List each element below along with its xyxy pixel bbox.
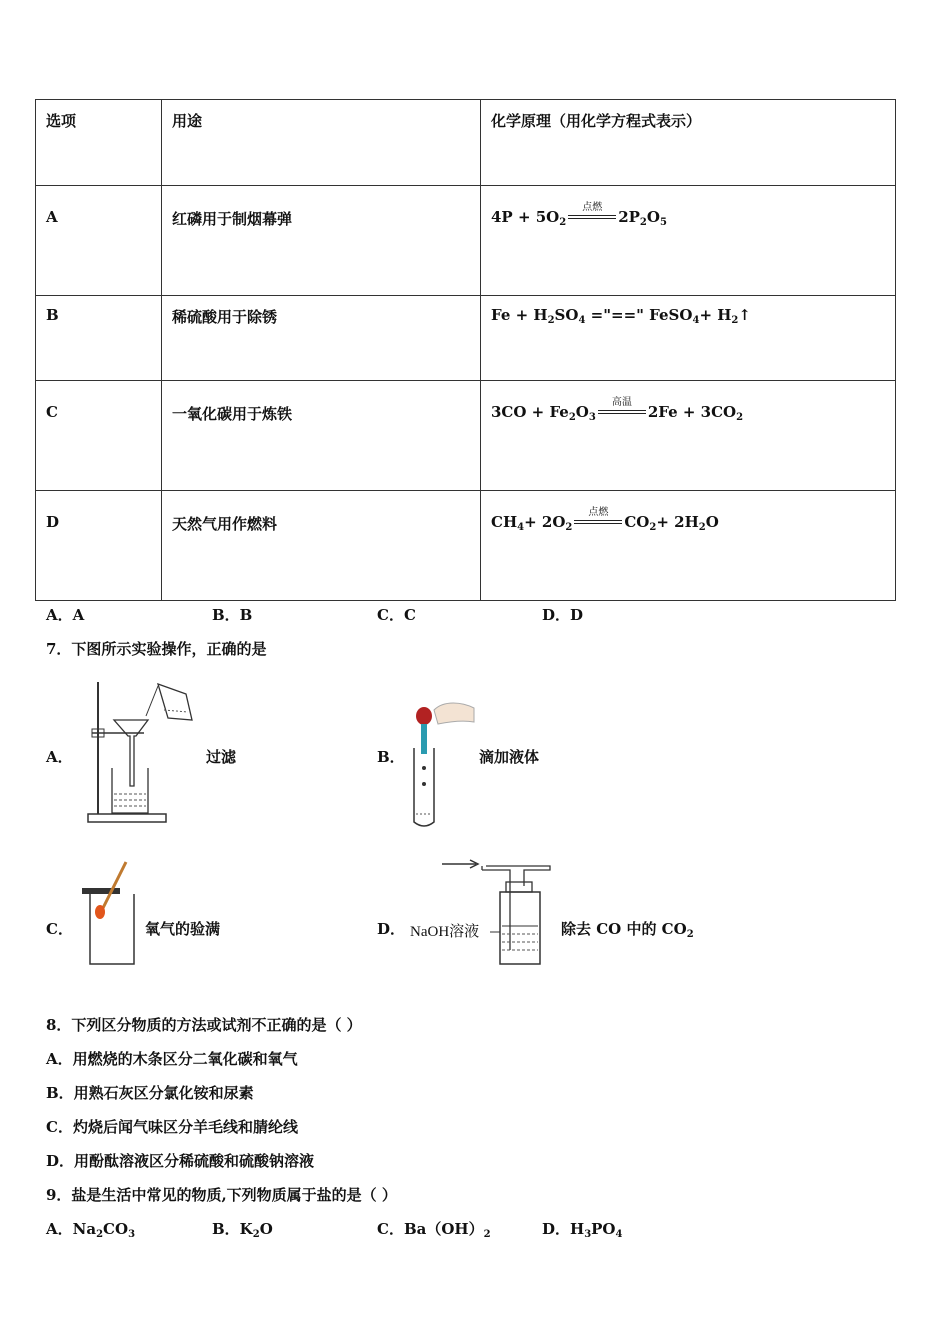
reaction-arrow: [574, 507, 622, 529]
q8-option-a[interactable]: A．用燃烧的木条区分二氧化碳和氧气: [46, 1050, 298, 1068]
opt-sub: 2: [252, 1229, 260, 1240]
q9-option-b[interactable]: [212, 1218, 273, 1240]
q7-option-a-letter[interactable]: A．: [46, 748, 73, 766]
eq-sub: 2: [698, 522, 706, 533]
q6-option-d[interactable]: D．D: [542, 606, 584, 624]
eq-text: ↑: [738, 306, 751, 324]
header-use: 用途: [162, 100, 481, 186]
reaction-condition: 点燃: [588, 507, 609, 518]
oxygen-bottle-check-icon: [78, 858, 140, 970]
header-principle: 化学原理（用化学方程式表示）: [481, 100, 896, 186]
opt-text: B．K: [212, 1220, 253, 1238]
dropper-test-tube-icon: [404, 696, 476, 832]
reaction-arrow: [598, 397, 646, 419]
q7-option-d-letter[interactable]: D．: [377, 920, 406, 938]
eq-text: 2P: [618, 208, 640, 226]
row-equation: [481, 186, 896, 296]
opt-text: CO: [103, 1220, 129, 1238]
label-sub: 2: [686, 929, 694, 940]
row-option: A: [36, 186, 162, 296]
q7-option-a-label: 过滤: [206, 748, 237, 766]
q6-option-a[interactable]: A．A: [46, 606, 85, 624]
eq-sub: 4: [517, 522, 525, 533]
row-equation: [481, 381, 896, 491]
eq-text: + 2O: [524, 513, 566, 531]
eq-sub: 2: [731, 315, 739, 326]
eq-sub: 4: [692, 315, 700, 326]
opt-text: PO: [591, 1220, 616, 1238]
eq-text: CH: [491, 513, 518, 531]
eq-text: 3CO + Fe: [491, 403, 569, 421]
q9-option-c[interactable]: [377, 1218, 491, 1240]
reaction-condition: 高温: [611, 397, 632, 408]
opt-sub: 4: [615, 1229, 623, 1240]
eq-text: O: [646, 208, 660, 226]
eq-text: O: [575, 403, 589, 421]
table-row: [36, 296, 896, 381]
opt-sub: 2: [483, 1229, 491, 1240]
header-option: 选项: [36, 100, 162, 186]
opt-text: C．Ba（OH）: [377, 1220, 484, 1238]
opt-sub: 2: [96, 1229, 104, 1240]
eq-text: + 2H: [656, 513, 699, 531]
q9-stem: 9．盐是生活中常见的物质,下列物质属于盐的是（ ）: [46, 1186, 397, 1204]
q9-option-a[interactable]: [46, 1218, 135, 1240]
table-row: [36, 491, 896, 601]
q7-option-d-label: [561, 918, 694, 940]
q7-option-b-letter[interactable]: B．: [377, 748, 405, 766]
q7-option-c-letter[interactable]: C．: [46, 920, 73, 938]
eq-sub: 2: [649, 522, 657, 533]
eq-text: 4P + 5O: [491, 208, 560, 226]
row-use: 稀硫酸用于除锈: [162, 296, 481, 381]
row-equation: [481, 491, 896, 601]
eq-text: CO: [624, 513, 650, 531]
row-option: D: [36, 491, 162, 601]
row-equation: [481, 296, 896, 381]
q8-stem: 8．下列区分物质的方法或试剂不正确的是（ ）: [46, 1016, 362, 1034]
q6-option-c[interactable]: C．C: [377, 606, 416, 624]
eq-sub: 3: [588, 412, 596, 423]
reaction-condition: 点燃: [582, 202, 603, 213]
row-use: 天然气用作燃料: [162, 491, 481, 601]
q9-option-d[interactable]: [542, 1218, 622, 1240]
eq-text: Fe + H: [491, 306, 548, 324]
opt-text: A．Na: [46, 1220, 97, 1238]
table-row: [36, 186, 896, 296]
eq-text: ="==" FeSO: [585, 306, 693, 324]
eq-sub: 2: [565, 522, 573, 533]
eq-text: O: [705, 513, 719, 531]
row-option: C: [36, 381, 162, 491]
q7-stem: 7．下图所示实验操作，正确的是: [46, 640, 267, 658]
eq-text: 2Fe + 3CO: [647, 403, 737, 421]
naoh-solution-label: NaOH溶液: [410, 924, 480, 940]
table-header-row: [36, 100, 896, 186]
q7-option-b-label: 滴加液体: [479, 748, 540, 766]
opt-text: O: [259, 1220, 273, 1238]
row-use: 红磷用于制烟幕弹: [162, 186, 481, 296]
opt-text: D．H: [542, 1220, 585, 1238]
eq-sub: 4: [578, 315, 586, 326]
eq-sub: 2: [559, 217, 567, 228]
eq-sub: 2: [547, 315, 555, 326]
q8-option-c[interactable]: C．灼烧后闻气味区分羊毛线和腈纶线: [46, 1118, 298, 1136]
eq-text: + H: [699, 306, 732, 324]
label-text: 除去 CO 中的 CO: [561, 920, 687, 938]
q8-option-d[interactable]: D．用酚酞溶液区分稀硫酸和硫酸钠溶液: [46, 1152, 315, 1170]
q8-option-b[interactable]: B．用熟石灰区分氯化铵和尿素: [46, 1084, 254, 1102]
eq-sub: 2: [736, 412, 744, 423]
question-6-table: [35, 99, 896, 601]
eq-sub: 2: [568, 412, 576, 423]
filtration-apparatus-icon: [84, 676, 204, 828]
eq-sub: 5: [659, 217, 667, 228]
row-option: B: [36, 296, 162, 381]
eq-text: SO: [554, 306, 579, 324]
gas-washing-bottle-icon: [440, 856, 560, 970]
reaction-arrow: [568, 202, 616, 224]
opt-sub: 3: [128, 1229, 136, 1240]
eq-sub: 2: [639, 217, 647, 228]
row-use: 一氧化碳用于炼铁: [162, 381, 481, 491]
opt-sub: 3: [584, 1229, 592, 1240]
q6-option-b[interactable]: B．B: [212, 606, 253, 624]
table-row: [36, 381, 896, 491]
q7-option-c-label: 氧气的验满: [145, 920, 221, 938]
